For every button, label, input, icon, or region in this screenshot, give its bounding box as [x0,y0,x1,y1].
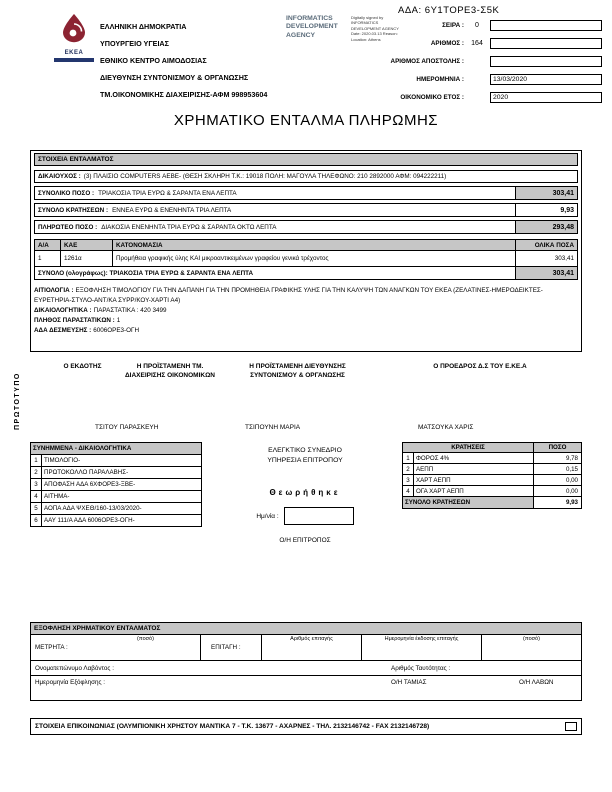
attachment-num: 3 [31,479,42,490]
org-line-republic: ΕΛΛΗΝΙΚΗ ΔΗΜΟΚΡΑΤΙΑ [100,22,187,31]
deduction-num: 2 [403,464,414,474]
president-title: Ο ΠΡΟΕΔΡΟΣ Δ.Σ ΤΟΥ Ε.ΚΕ.Α [433,363,527,370]
issuer-title: Ο ΕΚΔΟΤΗΣ [63,363,102,370]
attachment-text: ΑΙΤΗΜΑ- [44,493,70,500]
header-name: ΚΑΤΟΝΟΜΑΣΙΑ [116,241,163,249]
payee-id-label: Αριθμός Ταυτότητας : [391,664,451,672]
stamp-details: Digitally signed by INFORMATICS DEVELOPMENT AGENCY Date: 2020.03.13 Reason: Location: Athens [351,15,399,42]
ada-code: ΑΔΑ: 6Υ1ΤΟΡΕ3-Σ5Κ [398,5,500,16]
total-amount-words: ΤΡΙΑΚΟΣΙΑ ΤΡΙΑ ΕΥΡΩ & ΣΑΡΑΝΤΑ ΕΝΑ ΛΕΠΤΑ [98,189,237,197]
footer-checkbox[interactable] [565,722,577,731]
deduction-num: 3 [403,475,414,485]
payable-amount-row [34,220,578,234]
cheque-label: ΕΠΙΤΑΓΗ : [211,644,241,651]
list-item [30,467,202,479]
list-item [30,515,202,527]
items-table [34,239,578,280]
signer-name-3: ΜΑΤΣΟΥΚΑ ΧΑΡΙΣ [418,424,474,431]
reason-line [34,286,578,306]
finance-head-title: Η ΠΡΟΪΣΤΑΜΕΝΗ ΤΜ. [136,363,204,370]
cashier-label: Ο/Η ΤΑΜΙΑΣ [391,679,427,686]
deductions-total-label: ΣΥΝΟΛΟ ΚΡΑΤΗΣΕΩΝ : [38,206,109,214]
attachment-text: ΑΠΟΦΑΣΗ ΑΔΑ 6ΧΦΟΡΕ3-ΞΒΕ- [44,481,136,488]
approved-stamp-text: Θεωρήθηκε [269,488,341,497]
blood-drop-icon [61,13,87,43]
header-aa: Α/Α [35,240,61,250]
list-item [30,455,202,467]
list-item [30,491,202,503]
deductions-table [402,442,582,509]
deduction-name: ΑΕΠΠ [416,465,434,473]
fiscal-year-box[interactable]: 2020 [490,92,602,103]
docs-label: ΔΙΚΑΙΟΛΟΓΗΤΙΚΑ : [34,307,92,314]
deduction-name: ΧΑΡΤ ΑΕΠΠ [416,476,451,484]
item-description: Προμήθεια γραφικής ύλης ΚΑΙ μικροαντικειμένων γραφείου γενικά τρέχοντος [116,255,329,262]
beneficiary-row [34,170,578,183]
deduction-name: ΦΟΡΟΣ 4% [416,454,450,462]
field-row-fiscal-year [360,91,602,103]
payment-settlement-box [30,622,582,701]
commissioner-label: Ο/Η ΕΠΙΤΡΟΠΟΣ [279,537,331,544]
cash-amount-cell[interactable] [91,635,201,660]
dispatch-number-box[interactable] [490,56,602,67]
header-kae: ΚΑΕ [61,240,113,250]
series-value: 0 [475,21,479,29]
attachment-text: ΤΙΜΟΛΟΓΙΟ- [44,457,81,464]
signer-names-row [30,424,582,436]
logo-banner [54,58,94,62]
attachment-num: 2 [31,467,42,478]
deductions-total-label: ΣΥΝΟΛΟ ΚΡΑΤΗΣΕΩΝ [403,497,534,508]
table-row [402,486,582,497]
total-amount-value: 303,41 [515,187,577,199]
org-line-department: ΤΜ.ΟΙΚΟΝΟΜΙΚΗΣ ΔΙΑΧΕΙΡΙΣΗΣ-ΑΦΜ 998953604 [100,90,268,99]
deductions-total-value: 9,93 [515,204,577,216]
table-row [402,475,582,486]
lower-section [30,442,582,562]
deduction-amount: 9,78 [533,453,581,463]
org-line-ministry: ΥΠΟΥΡΓΕΙΟ ΥΓΕΙΑΣ [100,39,169,48]
series-box[interactable] [490,20,602,31]
ekea-logo [50,13,98,62]
signer-name-2: ΤΣΙΠΟΥΝΗ ΜΑΡΙΑ [245,424,301,431]
attachment-num: 5 [31,503,42,514]
item-kae: 1261α [61,251,113,266]
contact-info-text: ΣΤΟΙΧΕΙΑ ΕΠΙΚΟΙΝΩΝΙΑΣ (ΟΛΥΜΠΙΟΝΙΚΗ ΧΡΗΣΤΟΥ ΜΑΝΤΙΚΑ 7 - Τ.Κ. 13677 - ΑΧΑΡΝΕΣ - ΤΗΛ. 2132146742 - FAX 2132146728) [35,723,430,730]
details-section [34,286,578,336]
payable-amount-value: 293,48 [515,221,577,233]
org-line-center: ΕΘΝΙΚΟ ΚΕΝΤΡΟ ΑΙΜΟΔΟΣΙΑΣ [100,56,207,65]
field-row-dispatch-number [360,55,602,67]
cheque-amount-cell[interactable] [481,635,581,660]
commitment-value: 6006ΟΡΕ3-ΟΓΗ [93,327,140,334]
dispatch-number-label: ΑΡΙΘΜΟΣ ΑΠΟΣΤΟΛΗΣ : [390,57,464,65]
payee-name-label: Ονοματεπώνυμο Λαβόντος : [35,664,114,672]
cheque-number-cell[interactable] [261,635,361,660]
settlement-date-label: Ημερομηνία Εξόφλησης : [35,679,106,686]
warrant-section-title: ΣΤΟΙΧΕΙΑ ΕΝΤΑΛΜΑΤΟΣ [34,153,578,166]
warrant-details-box [30,150,582,352]
count-label: ΠΛΗΘΟΣ ΠΑΡΑΣΤΑΤΙΚΩΝ : [34,317,115,324]
receiver-label: Ο/Η ΛΑΒΩΝ [519,679,554,686]
org-line-directorate: ΔΙΕΥΘΥΝΣΗ ΣΥΝΤΟΝΙΣΜΟΥ & ΟΡΓΑΝΩΣΗΣ [100,73,249,82]
attachment-num: 4 [31,491,42,502]
fiscal-year-label: ΟΙΚΟΝΟΜΙΚΟ ΕΤΟΣ : [400,93,464,101]
payment-section-title: ΕΞΟΦΛΗΣΗ ΧΡΗΜΑΤΙΚΟΥ ΕΝΤΑΛΜΑΤΟΣ [31,623,581,635]
number-box[interactable] [490,38,602,49]
audit-date-row [215,507,395,525]
deductions-total-row [402,497,582,509]
payee-row [31,661,581,676]
attachment-num: 1 [31,455,42,466]
deductions-header [402,442,582,453]
beneficiary-value: (3) ΠΛΑΙΣΙΟ COMPUTERS ΑΕΒΕ- (ΘΕΣΗ ΣΚΛΗΡΗ Τ.Κ.: 19018 ΠΟΛΗ: ΜΑΓΟΥΛΑ ΤΗΛΕΦΩΝΟ: 210 2892000 ΑΦΜ: 094222211) [83,173,447,180]
settlement-signature-row [31,676,581,700]
stamp-agency-name: INFORMATICS DEVELOPMENT AGENCY [286,15,338,39]
attachment-num: 6 [31,515,42,526]
list-item [30,479,202,491]
directorate-head-title-line2: ΣΥΝΤΟΝΙΣΜΟΥ & ΟΡΓΑΝΩΣΗΣ [250,372,345,379]
beneficiary-label: ΔΙΚΑΙΟΥΧΟΣ : [38,173,81,180]
finance-head-title-line2: ΔΙΑΧΕΙΡΙΣΗΣ ΟΙΚΟΝΟΜΙΚΩΝ [125,372,215,379]
docs-text: ΠΑΡΑΣΤΑΤΙΚΑ : 420 3499 [93,307,167,314]
deductions-total-amount: 9,93 [565,499,578,506]
audit-court-line2: ΥΠΗΡΕΣΙΑ ΕΠΙΤΡΟΠΟΥ [267,457,343,464]
deduction-name: ΟΓΑ ΧΑΡΤ ΑΕΠΠ [416,487,464,495]
items-total-row [35,266,577,279]
payable-amount-label: ΠΛΗΡΩΤΕΟ ΠΟΣΟ : [38,223,98,231]
commitment-label: ΑΔΑ ΔΕΣΜΕΥΣΗΣ : [34,327,92,334]
commitment-line [34,326,578,336]
directorate-head-title: Η ΠΡΟΪΣΤΑΜΕΝΗ ΔΙΕΥΘΥΝΣΗΣ [249,363,346,370]
deduction-amount: 0,15 [533,464,581,474]
date-box[interactable]: 13/03/2020 [490,74,602,85]
signature-president [405,362,555,371]
contact-footer [30,718,582,735]
number-value: 164 [471,39,483,47]
item-amount: 303,41 [515,251,577,266]
signer-name-1: ΤΣΙΤΟΥ ΠΑΡΑΣΚΕΥΗ [95,424,159,431]
field-row-series [360,19,602,31]
table-row [35,251,577,266]
deductions-total-words: ΕΝΝΕΑ ΕΥΡΩ & ΕΝΕΝΗΝΤΑ ΤΡΙΑ ΛΕΠΤΑ [112,206,232,214]
deductions-name-header: ΚΡΑΤΗΣΕΙΣ [451,444,485,451]
item-aa: 1 [35,251,61,266]
series-label: ΣΕΙΡΑ : [442,21,464,29]
signature-titles-row [30,362,582,386]
page-title: ΧΡΗΜΑΤΙΚΟ ΕΝΤΑΛΜΑ ΠΛΗΡΩΜΗΣ [173,112,439,129]
attachment-text: ΠΡΩΤΟΚΟΛΛΟ ΠΑΡΑΛΑΒΗΣ- [44,469,129,476]
audit-date-box[interactable] [284,507,354,525]
attachment-text: ΑΑΥ 111/Α ΑΔΑ 6006ΟΡΕ3-ΟΓΗ- [44,517,135,524]
cheque-amount-hint: (ποσό) [523,636,540,642]
items-total-label: ΣΥΝΟΛΟ (ολογράφως): ΤΡΙΑΚΟΣΙΑ ΤΡΙΑ ΕΥΡΩ & ΣΑΡΑΝΤΑ ΕΝΑ ΛΕΠΤΑ [38,269,254,277]
header-amount: ΟΛΙΚΑ ΠΟΣΑ [515,240,577,250]
audit-court-line1: ΕΛΕΓΚΤΙΚΟ ΣΥΝΕΔΡΙΟ [268,447,342,454]
total-amount-label: ΣΥΝΟΛΙΚΟ ΠΟΣΟ : [38,189,95,197]
count-value: 1 [116,317,121,324]
field-row-number [360,37,602,49]
deductions-total-row [34,203,578,217]
count-line [34,316,578,326]
total-amount-row [34,186,578,200]
deduction-num: 1 [403,453,414,463]
number-label: ΑΡΙΘΜΟΣ : [430,39,464,47]
org-header [100,21,267,106]
date-label: ΗΜΕΡΟΜΗΝΙΑ : [416,75,464,83]
cash-amount-hint: (ποσό) [137,636,154,642]
cheque-date-hint: Ημερομηνία έκδοσης επιταγής [384,636,459,642]
field-row-date [360,73,602,85]
logo-caption: ΕΚΕΑ [64,50,84,56]
cheque-number-hint: Αριθμός επιταγής [290,636,333,642]
items-total-amount: 303,41 [515,267,577,279]
attachment-text: ΑΟΠΑ ΑΔΑ ΨΧΕΘ/160-13/03/2020- [44,505,142,512]
audit-date-label: Ημ/νία : [256,512,279,520]
header-fields [360,19,602,109]
deduction-amount: 0,00 [533,486,581,496]
deduction-num: 4 [403,486,414,496]
cheque-date-cell[interactable] [361,635,481,660]
list-item [30,503,202,515]
table-row [402,464,582,475]
attachments-table [30,442,202,527]
cash-label: ΜΕΤΡΗΤΑ : [35,644,68,651]
reason-label: ΑΙΤΙΟΛΟΓΙΑ : [34,287,74,294]
docs-line [34,306,578,316]
deductions-amount-header: ΠΟΣΟ [533,443,581,452]
payable-amount-words: ΔΙΑΚΟΣΙΑ ΕΝΕΝΗΝΤΑ ΤΡΙΑ ΕΥΡΩ & ΣΑΡΑΝΤΑ ΟΚΤΩ ΛΕΠΤΑ [101,223,277,231]
signature-finance-head [105,362,235,380]
original-copy-label: ΠΡΩΤΟΤΥΠΟ [14,372,21,430]
audit-court-block [215,446,395,544]
items-table-header [35,240,577,251]
signature-directorate-head [230,362,365,380]
attachments-title: ΣΥΝΗΜΜΕΝΑ - ΔΙΚΑΙΟΛΟΓΗΤΙΚΑ [30,442,202,455]
reason-text: ΕΞΟΦΛΗΣΗ ΤΙΜΟΛΟΓΙΟΥ ΓΙΑ ΤΗΝ ΔΑΠΑΝΗ ΓΙΑ ΤΗΝ ΠΡΟΜΗΘΕΙΑ ΓΡΑΦΙΚΗΣ ΥΛΗΣ ΓΙΑ ΤΗΝ ΚΑΛΥΨΗ ΤΩΝ ΑΝΑΓΚΩΝ ΤΟΥ ΕΚΕΑ (ΖΕΛΑΤΙΝΕΣ-ΗΜΕΡΟΔΕΙΚΤΕΣ-ΕΥΡΕΤΗΡΙΑ-ΣΤΥΛΟ-ΑΝΤ/ΚΑ ΣΥΡΡ/ΚΟΥ-ΧΑΡΤΙ Α4) [34,287,543,304]
deduction-amount: 0,00 [533,475,581,485]
table-row [402,453,582,464]
payment-method-row [31,635,581,661]
